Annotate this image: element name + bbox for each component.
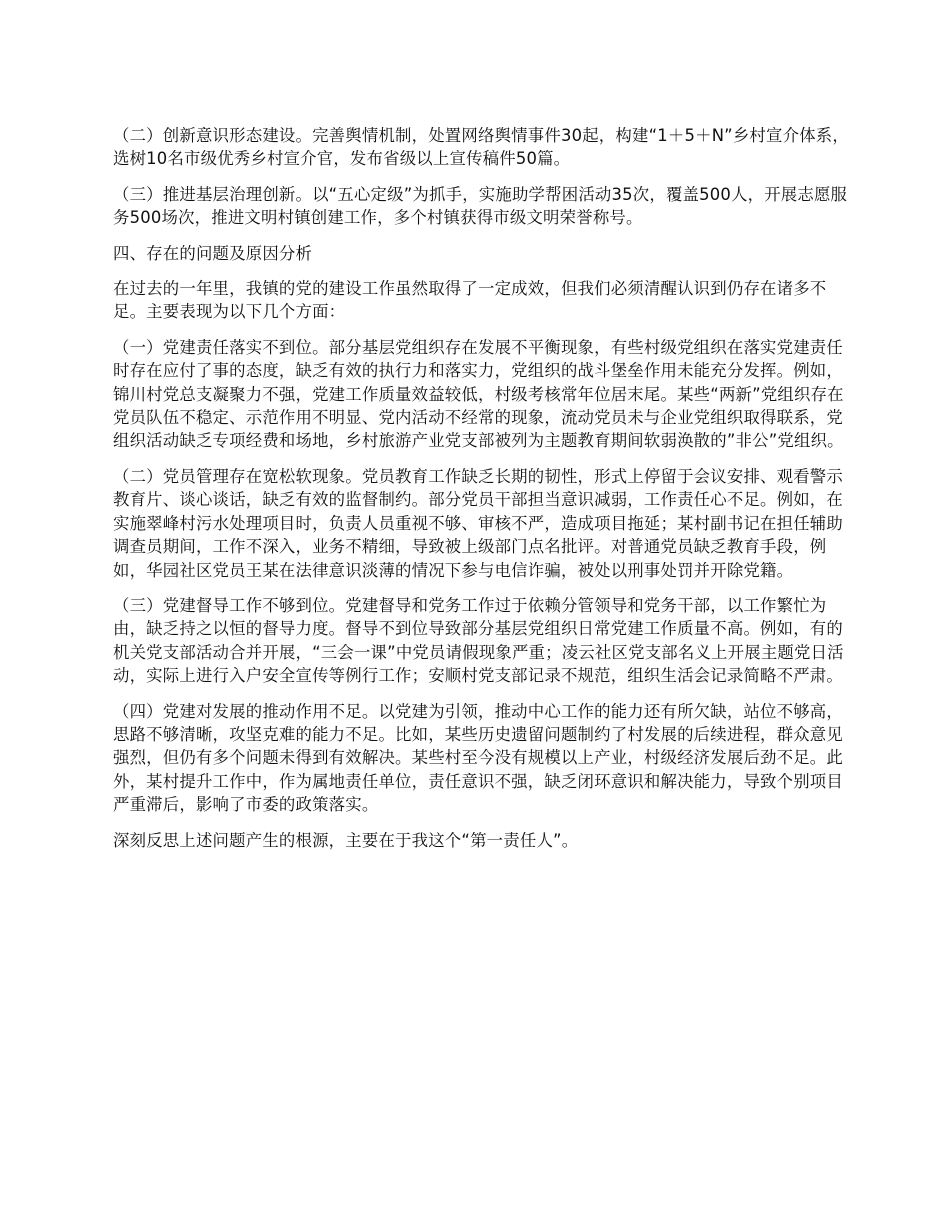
paragraph-ideology-construction: （二）创新意识形态建设。完善舆情机制，处置网络舆情事件30起，构建“1＋5＋N”乡村宣介体系，选树10名市级优秀乡村宣介官，发布省级以上宣传稿件50篇。 (113, 126, 849, 169)
paragraph-responsibility-implementation: （一）党建责任落实不到位。部分基层党组织存在发展不平衡现象，有些村级党组织在落实党建责任时存在应付了事的态度，缺乏有效的执行力和落实力，党组织的战斗堡垒作用未能充分发挥。例如，锦川村党总支凝聚力不强，党建工作质量效益较低，村级考核常年位居末尾。某些“两新”党组织存在党员队伍不稳定、示范作用不明显、党内活动不经常的现象，流动党员未与企业党组织取得联系，党组织活动缺乏专项经费和场地，乡村旅游产业党支部被列为主题教育期间软弱涣散的”非公”党组织。 (113, 337, 844, 451)
document-body (113, 124, 853, 864)
paragraph-supervision: （三）党建督导工作不够到位。党建督导和党务工作过于依赖分管领导和党务干部，以工作繁忙为由，缺乏持之以恒的督导力度。督导不到位导致部分基层党组织日常党建工作质量不高。例如，有的机关党支部活动合并开展，“三会一课”中党员请假现象严重；凌云社区党支部名义上开展主题党日活动，实际上进行入户安全宣传等例行工作；安顺村党支部记录不规范，组织生活会记录简略不严肃。 (113, 595, 844, 686)
paragraph-development-drive: （四）党建对发展的推动作用不足。以党建为引领，推动中心工作的能力还有所欠缺，站位不够高，思路不够清晰，攻坚克难的能力不足。比如，某些历史遗留问题制约了村发展的后续进程，群众意见强烈，但仍有多个问题未得到有效解决。某些村至今没有规模以上产业，村级经济发展后劲不足。此外，某村提升工作中，作为属地责任单位，责任意识不强，缺乏闭环意识和解决能力，导致个别项目严重滞后，影响了市委的政策落实。 (113, 701, 843, 815)
section-heading-problems: 四、存在的问题及原因分析 (113, 243, 313, 263)
paragraph-root-cause: 深刻反思上述问题产生的根源，主要在于我这个“第一责任人”。 (113, 830, 579, 850)
paragraph-member-management: （二）党员管理存在宽松软现象。党员教育工作缺乏长期的韧性，形式上停留于会议安排、观看警示教育片、谈心谈话，缺乏有效的监督制约。部分党员干部担当意识减弱，工作责任心不足。例如，在实施翠峰村污水处理项目时，负责人员重视不够、审核不严，造成项目拖延；某村副书记在担任辅助调查员期间，工作不深入，业务不精细，导致被上级部门点名批评。对普通党员缺乏教育手段，例如，华园社区党员王某在法律意识淡薄的情况下参与电信诈骗，被处以刑事处罚并开除党籍。 (113, 466, 843, 580)
paragraph-grassroots-governance: （三）推进基层治理创新。以“五心定级”为抓手，实施助学帮困活动35次，覆盖500人，开展志愿服务500场次，推进文明村镇创建工作，多个村镇获得市级文明荣誉称号。 (113, 184, 848, 228)
paragraph-problems-intro: 在过去的一年里，我镇的党的建设工作虽然取得了一定成效，但我们必须清醒认识到仍存在诸多不足。主要表现为以下几个方面： (113, 279, 827, 322)
